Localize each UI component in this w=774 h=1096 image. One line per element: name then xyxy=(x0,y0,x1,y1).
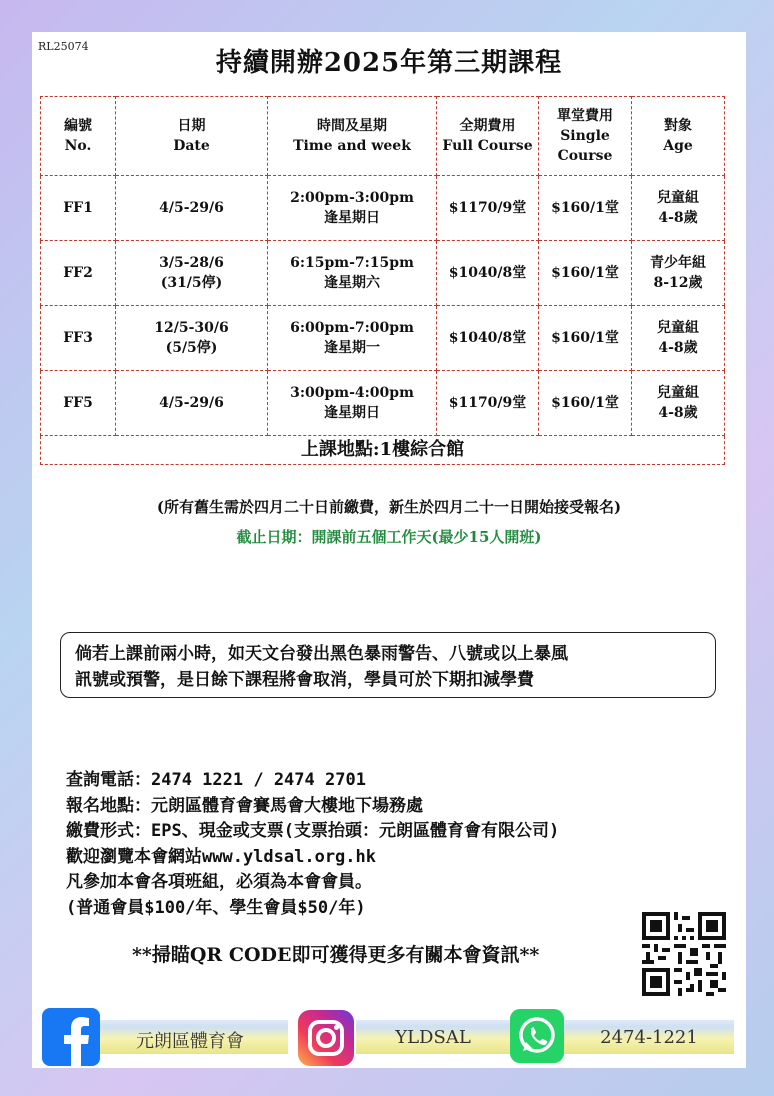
course-single-fee: $160/1堂 xyxy=(539,371,632,436)
qr-note: **掃瞄QR CODE即可獲得更多有關本會資訊** xyxy=(132,944,540,966)
header-single-fee: 單堂費用 Single Course xyxy=(539,97,632,176)
facebook-label: 元朗區體育會 xyxy=(136,1031,244,1052)
whatsapp-label: 2474-1221 xyxy=(600,1027,698,1048)
deadline-notice: 截止日期：開課前五個工作天(最少15人開班) xyxy=(236,528,542,546)
whatsapp-icon[interactable] xyxy=(510,1009,564,1063)
info-website[interactable]: 歡迎瀏覽本會網站www.yldsal.org.hk xyxy=(66,846,376,867)
course-time: 2:00pm-3:00pm 逢星期日 xyxy=(268,176,437,241)
course-single-fee: $160/1堂 xyxy=(539,306,632,371)
course-time: 3:00pm-4:00pm 逢星期日 xyxy=(268,371,437,436)
course-full-fee: $1170/9堂 xyxy=(437,176,539,241)
course-no: FF5 xyxy=(41,371,116,436)
qr-code[interactable] xyxy=(642,912,726,996)
course-full-fee: $1170/9堂 xyxy=(437,371,539,436)
warning-line: 訊號或預警，是日餘下課程將會取消，學員可於下期扣減學費 xyxy=(75,670,534,690)
table-row xyxy=(41,176,725,241)
course-single-fee: $160/1堂 xyxy=(539,176,632,241)
table-row xyxy=(41,306,725,371)
warning-line: 倘若上課前兩小時，如天文台發出黑色暴雨警告、八號或以上暴風 xyxy=(75,644,568,664)
course-single-fee: $160/1堂 xyxy=(539,241,632,306)
contact-info xyxy=(66,768,706,921)
course-no: FF2 xyxy=(41,241,116,306)
poster xyxy=(32,32,746,1068)
instagram-label: YLDSAL xyxy=(395,1027,471,1048)
page-title: 持續開辦2025年第三期課程 xyxy=(215,48,563,78)
venue-label: 上課地點:1樓綜合館 xyxy=(41,436,725,465)
social-footer xyxy=(32,1006,746,1068)
course-age: 兒童組 4-8歲 xyxy=(632,306,725,371)
course-time: 6:15pm-7:15pm 逢星期六 xyxy=(268,241,437,306)
facebook-icon[interactable] xyxy=(42,1008,100,1066)
facebook-stripe[interactable] xyxy=(92,1020,288,1054)
instagram-stripe[interactable] xyxy=(356,1020,510,1054)
course-no: FF3 xyxy=(41,306,116,371)
course-date: 4/5-29/6 xyxy=(116,371,268,436)
info-fees: (普通會員$100/年、學生會員$50/年) xyxy=(66,897,366,918)
info-location: 報名地點：元朗區體育會賽馬會大樓地下場務處 xyxy=(66,795,423,816)
course-date: 3/5-28/6 (31/5停) xyxy=(116,241,268,306)
info-payment: 繳費形式：EPS、現金或支票(支票抬頭：元朗區體育會有限公司) xyxy=(66,821,560,841)
course-table xyxy=(40,96,725,465)
course-age: 青少年組 8-12歲 xyxy=(632,241,725,306)
venue-row xyxy=(41,436,725,465)
header-no: 編號 No. xyxy=(41,97,116,176)
course-full-fee: $1040/8堂 xyxy=(437,241,539,306)
weather-warning-box xyxy=(60,632,716,698)
info-membership: 凡參加本會各項班組，必須為本會會員。 xyxy=(66,872,372,892)
course-age: 兒童組 4-8歲 xyxy=(632,176,725,241)
course-date: 12/5-30/6 (5/5停) xyxy=(116,306,268,371)
table-header-row xyxy=(41,97,725,176)
table-row xyxy=(41,241,725,306)
header-age: 對象 Age xyxy=(632,97,725,176)
reference-code: RL25074 xyxy=(38,40,89,53)
header-full-fee: 全期費用 Full Course xyxy=(437,97,539,176)
header-time: 時間及星期 Time and week xyxy=(268,97,437,176)
course-time: 6:00pm-7:00pm 逢星期一 xyxy=(268,306,437,371)
whatsapp-stripe[interactable] xyxy=(564,1020,734,1054)
course-date: 4/5-29/6 xyxy=(116,176,268,241)
header-date: 日期 Date xyxy=(116,97,268,176)
payment-notice: (所有舊生需於四月二十日前繳費，新生於四月二十一日開始接受報名) xyxy=(156,498,622,516)
course-no: FF1 xyxy=(41,176,116,241)
info-phone: 查詢電話：2474 1221 / 2474 2701 xyxy=(66,770,366,790)
table-row xyxy=(41,371,725,436)
instagram-icon[interactable] xyxy=(298,1010,354,1066)
course-full-fee: $1040/8堂 xyxy=(437,306,539,371)
course-age: 兒童組 4-8歲 xyxy=(632,371,725,436)
